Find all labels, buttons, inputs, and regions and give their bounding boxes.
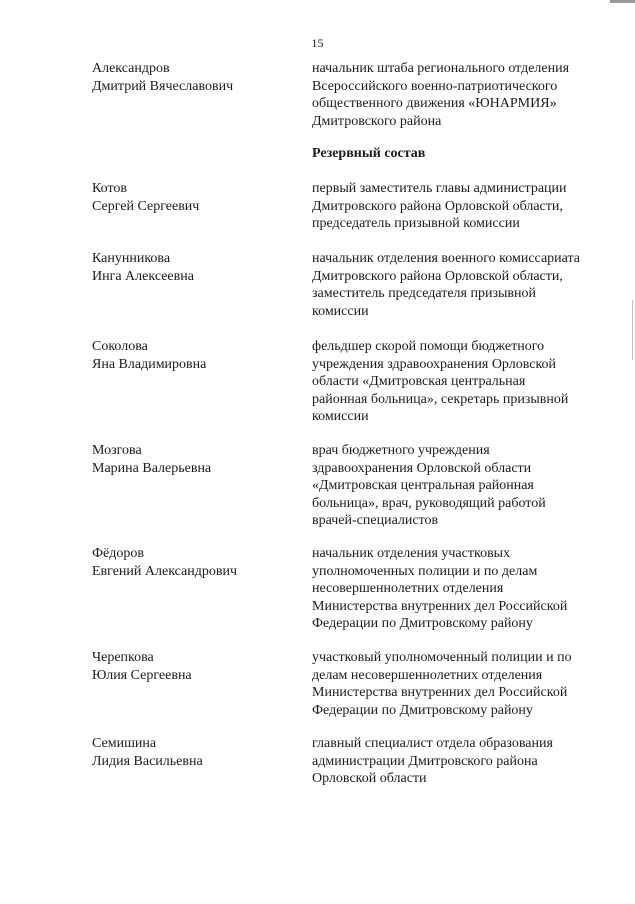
member-name [92, 649, 292, 684]
section-title: Резервный состав [312, 146, 426, 161]
role-line: Федерации по Дмитровскому району [312, 616, 533, 631]
member-role [312, 180, 612, 233]
member-given-names: Инга Алексеевна [92, 268, 194, 284]
member-surname: Котов [92, 181, 127, 196]
scan-mark-top-right [610, 0, 635, 3]
member-surname: Канунникова [92, 251, 171, 266]
role-line: Федерации по Дмитровскому району [312, 702, 533, 718]
role-line: Министерства внутренних дел Российской [312, 685, 568, 700]
role-line: «Дмитровская центральная районная [312, 478, 534, 493]
member-given-names: Яна Владимировна [92, 356, 207, 372]
role-line: больница», врач, руководящий работой [312, 495, 546, 511]
role-line: Орловской области [312, 771, 427, 786]
member-name [92, 442, 292, 477]
role-line: фельдшер скорой помощи бюджетного [312, 339, 545, 354]
member-surname: Фёдоров [92, 546, 145, 561]
role-line: администрации Дмитровского района [312, 753, 538, 769]
member-role [312, 338, 612, 426]
member-given-names: Дмитрий Вячеславович [92, 78, 234, 94]
member-given-names: Лидия Васильевна [92, 753, 203, 769]
role-line: Дмитровского района Орловской области, [312, 198, 563, 214]
role-line: общественного движения «ЮНАРМИЯ» [312, 96, 557, 111]
role-line: комиссии [312, 409, 369, 424]
member-surname: Мозгова [92, 443, 142, 458]
scan-mark-right-edge [632, 300, 633, 360]
role-line: несовершеннолетних отделения [312, 581, 504, 596]
role-line: Дмитровского района [312, 113, 442, 129]
role-line: делам несовершеннолетних отделения [312, 667, 543, 683]
role-line: уполномоченных полиции и по делам [312, 563, 538, 579]
role-line: области «Дмитровская центральная [312, 374, 526, 389]
member-role [312, 735, 612, 788]
role-line: врач бюджетного учреждения [312, 443, 490, 458]
member-role [312, 545, 612, 633]
member-name [92, 250, 292, 285]
member-name [92, 735, 292, 770]
role-line: Министерства внутренних дел Российской [312, 598, 568, 614]
member-given-names: Марина Валерьевна [92, 460, 212, 476]
role-line: врачей-специалистов [312, 513, 439, 528]
member-name [92, 180, 292, 215]
member-name [92, 338, 292, 373]
member-role [312, 60, 612, 130]
role-line: районная больница», секретарь призывной [312, 391, 569, 407]
member-given-names: Юлия Сергеевна [92, 667, 192, 683]
member-surname: Александров [92, 61, 170, 76]
role-line: начальник штаба регионального отделения [312, 61, 570, 76]
member-surname: Черепкова [92, 650, 154, 665]
member-role [312, 649, 612, 719]
role-line: здравоохранения Орловской области [312, 460, 532, 476]
role-line: начальник отделения участковых [312, 546, 511, 561]
role-line: главный специалист отдела образования [312, 736, 553, 751]
member-given-names: Сергей Сергеевич [92, 198, 200, 214]
member-surname: Соколова [92, 339, 148, 354]
role-line: первый заместитель главы администрации [312, 181, 567, 196]
role-line: участковый уполномоченный полиции и по [312, 650, 572, 665]
role-line: Всероссийского военно-патриотического [312, 78, 558, 94]
role-line: учреждения здравоохранения Орловской [312, 356, 557, 372]
role-line: заместитель председателя призывной [312, 286, 536, 301]
role-line: комиссии [312, 303, 369, 319]
member-given-names: Евгений Александрович [92, 563, 238, 579]
member-name [92, 60, 292, 95]
role-line: Дмитровского района Орловской области, [312, 268, 563, 284]
member-surname: Семишина [92, 736, 157, 751]
member-name [92, 545, 292, 580]
member-role [312, 250, 612, 320]
member-role [312, 442, 612, 530]
page-number: 15 [311, 36, 324, 50]
role-line: председатель призывной комиссии [312, 216, 520, 231]
role-line: начальник отделения военного комиссариата [312, 251, 581, 266]
